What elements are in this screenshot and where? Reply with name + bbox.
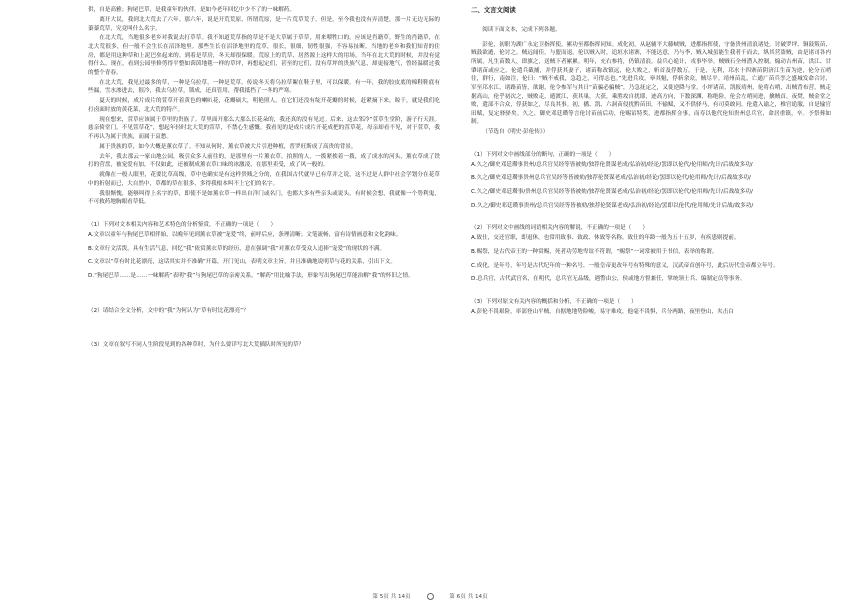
- left-column: [88, 6, 440, 351]
- question-1-stem: （1）下列对文本相关内容和艺术特色的分析鉴赏，不正确的一项是（ ）: [88, 222, 277, 229]
- option-d: D.总兵官，古代武官名，在明代，总兵官无品级，遇警由公，侯或地方督兼任，掌统领士兵、编制定员等事务。: [471, 276, 746, 283]
- page-footer: [0, 592, 860, 604]
- question-3-stem: （3）下列对原文有关内容的概括和分析，不正确的一项是（ ）: [471, 298, 637, 305]
- option-c: C.文章以“草有时比花漂亮，这话其实并不准确”开篇，开门见山，表明文章主旨，并且准确地说明草与花的关系，引出下文。: [88, 259, 396, 266]
- instruction: 阅读下面文本，完成下列各题。: [482, 26, 561, 33]
- paragraph: 在北大荒，当地很多老乡对我说去打草草。我不知道荒草指的草是不是大草属于草草，用来喂牲口的，应该是肖籍草。野生的肖籍草，在北大荒很多，但一般不会生长在沼泽地里。那些生长在沼泽地里的荒草，很长，很细，韧性很强，不容易扯断。当地的老乡和我们知青的住房，都是用这种草和上泥巴垒起来的。到着是草房，冬天却很保暖。荒原上的荒草，居然源上这样大的用场。当年在北大荒的时候，并没有觉得什么。现在，看到公园里修剪得平整如茵茵地毯一样的草坪，再想起定们，甚至的它们，没有草坪的贵族气息，却更接地气，曾经温暖过我的整个青春。: [88, 35, 440, 76]
- paragraph: 在北大荒，我见过最多的草，一种是乌拉草，一种是荒草。传说冬天将乌拉草絮在鞋子里，可以保暖，有一年，我的胶皮底的棉鞋鞋底有些漏，雪水渗进去，很冷，我去乌拉草，锁成，还真管用，帮我抵挡了一冬的严寒。: [88, 79, 440, 95]
- paragraph: 属于贵族的草，如今大概是薰衣草了。不知从何时，薰衣草被大片引进种植，普罗旺斯成了高贵的背景。: [99, 143, 357, 150]
- paragraph: 我很惭愧，能够叫得上名字的草，即使不是如薰衣草一样出自洋门或名门，也都大多有些亲头或说头，有时候会想，我就像一个势利鬼，不可救药地胸眼看草低。: [88, 190, 440, 206]
- option-d: D.久之/御史邓廷瓒事贵州/总兵官吴经等皆被劾/独荐伦贤谋老成/弘治初/经论/罢即以伦代/伦用师/先计后战/故多功/: [471, 202, 754, 209]
- option-a: A.致仕，交还官职，即退休，也常用致事、致政、休致等名称，致仕的年龄一般为五十五岁，有疾患则提前。: [471, 235, 740, 242]
- passage-source: （节选自《明史·彭伦传》）: [482, 129, 549, 136]
- paragraph: 就像在一般人眼里，花要比草高级，草中也确实是有这样贵贱之分的，在我国古代就早已有草并之说，这不过是人群中社会学划分在花草中的折射而已，大自然中，草都的草在很多，多得我根本叫不上它们的名字。: [88, 172, 440, 187]
- section-title: 二、文言文阅读: [471, 6, 516, 14]
- paragraph: 离开大民，我到北大荒去了六年。那六年，说是开荒荒原，所谓荒原，是一片荒草荒子。但是，至今我也没有弄清楚，那一片无边无际的蓁蓁荒草，究竟叫什么名字。: [88, 16, 440, 32]
- option-b: B.久之/御史邓廷瓒事贵州总兵官吴经等皆被劾/独荐伦贤谋老成/弘治初/经论/罢即以伦代/伦用师/先计/后战故多功/: [471, 175, 751, 182]
- paragraph: 现在想来，萱草应该属于草里的贵族了。草里面开那么大那么长花朵的，我还真的没有见过。后来，这去邻冷“萱草生堂阶，游子行天涯。慈亲倚堂门，不见萱草花”，想起年轻时北大荒的萱草，不禁心生感慨。我看见的是成片成片开花成把的萱草花，母亲却看不见，对于萱草，我不再认为属于贵族，而属于哀愁。: [88, 116, 440, 141]
- question-2-stem: （2）请结合全文分析，文中的“我”为何认为“草有时比花漂亮”？: [88, 307, 249, 314]
- left-page-number: 第 5页 共 14页: [372, 594, 411, 600]
- binding-hole-icon: [427, 593, 434, 600]
- option-b: B.赐祭，是古代帝王的一种赏赐，死者功劳地卑谊不符谓，“赐祭”一词常被用于书信，表举的称谓。: [471, 248, 718, 255]
- paragraph: 供，自是高雅；狗尾巴草，是我童年的伙伴。是如今老年回忆中少不了的一味解药。: [88, 7, 295, 13]
- question-1-stem: （1）下列对文中画线部分的断句，正确的一项是（ ）: [471, 151, 615, 158]
- option-a: A.久之/御史邓廷瓒事贵州/总兵官吴经等皆被劾/独荐伦贤谋老成/弘治初/经论/罢即以伦代/伦用师/先计/后战故多功/: [471, 161, 753, 168]
- right-page-number: 第 6页 共 14页: [449, 594, 488, 600]
- option-d: D.“狗尾巴草……是……一味解药”表明“我”与狗尾巴草的亲密关系，“解药”用比喻手法，形象写出狗尾巴草能治解“我”的怀旧之情。: [88, 272, 414, 279]
- option-b: B.文章行文活泼，具有生活气息，回忆“我”依赏薰衣草的经历，意在强调“我”对薰衣草受众人追捧“宠爱”的现状的不满。: [88, 245, 386, 252]
- paragraph: 夏天的时候，成片成片的萱草开着黄色的喇叭花，花瓣硕大，明艳照人。在它们还没有绽开花瓣的时候，赶紧摘下来，晾干，就是我们吃打卤面时放的黄花菜，北大荒的特产。: [88, 98, 440, 113]
- paragraph: 去年，我去那云一家山地公园，吸引众多人前往的，是那里有一片薰衣草。拍照的人，一拨紧挨着一拨，成了成水的河头，薰衣草成了铁打的营盘，被宠爱有加，不仅如此，还被制成薰衣草口味的冰激凌，在那里卖受，成了风一般的。: [88, 153, 440, 169]
- classical-passage: 彭伦，初职为湖广永定卫指挥使，累功至都指挥同知。成化初，从赵辅平大藤峡贼，进都指挥使，守备贵州清浪诸处。讨破罗坪、铜鼓叛苗，贼鼓欲遁，伦讨之，贼远闻佳，与盟而退。伦以贼入时，追垣水诸寨，不能达意，乃与李，贼入城虽能生我者千而去，纵其营盗贼，由是诸司各内所属，凡生苗数人，即旗之，送贼下者累累。明年，充右参将，仍镇清浪。益兵心诡计，戎事毕举。贼贼石全州潜入控制，煽动吉州苗，洪江、甘肇诸苗或应之。伦遣兵截捕，并俘获其妻子，诸苗称改镇远，伦大败之，斩首及俘数万。于是，无利，邛水十四寨苗阴济江生苗为逆，伦分五哨往，群行，南如注，伦曰：“贼不戒我，急趋之，可得志也。”先进兵攻，皋其魁，俘斩余众，贼尽平。靖州苗乱，亡通广苗兵孪之盛城发命合讨，军至邛水江，诸路苗皆，欲谢，伦令参军与其日“苗骗必骗贼”，乃急抚定之，又徙逆降与堂，小坪诸苗，凯报靖州，伦将右哨，出贼背布营，贼走据高山，伦乎初次之，贼败走，遁渡江，获其巢，大获，乘胜攻自扰耶，迹高方向，下数深渊，称绝险，伦会左哨同进，擒贼首，夜焚，贼金堂之败，遣部不合众，俘获如之，尽良其事。初，播、凯、六洞苗侵扰黔苗田，不输赋，又不供驿马，有司莫敢问。伦遣入谕之，椎官诡服，自是输官田赋，复定驿驿矣。久之，御史邓廷瓒等言伦讨苗前后功，伦赐诏特奖，进都指挥佥事，而寿以他代伦知贵州总兵官，命居重镇，卒。予祭葬如制。: [471, 41, 831, 126]
- option-c: C.成化，是年号，年号是古代纪年的一种名号，一般皇帝更改年号有特殊的意义，汉武帝首创年号，此后历代皇帝都立年号。: [471, 262, 779, 269]
- option-a: A.彭伦不畏艰险，率部登山平贼。自据地地势险峻，易守难攻，他毫不畏惧，兵分两路，夜里登山，夹击白: [471, 308, 734, 315]
- question-2-stem: （2）下列对文中画线的词语相关内容的解说，不正确的一项是（ ）: [471, 225, 648, 232]
- option-c: C.久之/御史邓廷瓒事/贵州总兵官吴经等皆被劾/独荐伦贤谋老成/弘治初/经论/罢即以伦代/伦用师/先计/后战故多功/: [471, 189, 753, 196]
- right-column: [471, 6, 831, 321]
- question-3-stem: （3）文章在叙写不同人生阶段见到的各种草时，为什么要详写北大荒插队时所见的草？: [88, 342, 305, 349]
- option-a: A.文章以童年与狗尾巴草相伴始，以晚年见到薰衣草被“宠爱”终，前呼后应，条理清晰；文笔流畅，富有诗情画意和文化韵味。: [88, 231, 402, 238]
